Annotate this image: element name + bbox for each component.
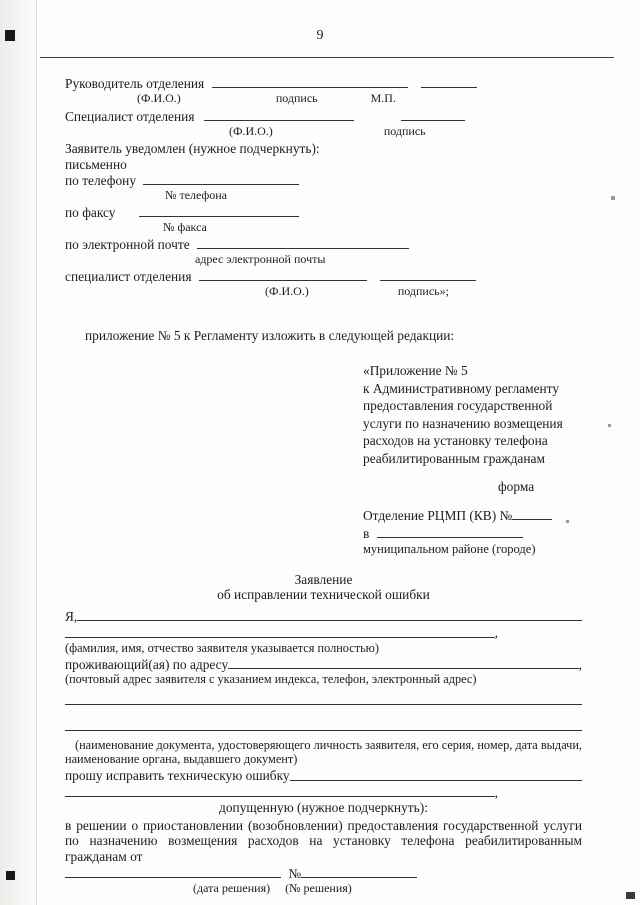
fix-error-label: прошу исправить техническую ошибку <box>65 768 290 783</box>
application-title: Заявление <box>294 571 353 587</box>
postal-address-caption: (почтовый адрес заявителя с указанием индекса, телефон, электронный адрес) <box>65 672 477 686</box>
annex-header-line: услуги по назначению возмещения <box>363 415 563 431</box>
head-label: Руководитель отделения <box>65 76 205 91</box>
decision-date-number-row <box>65 866 582 882</box>
phone-row <box>65 173 582 189</box>
blank-line <box>197 238 409 249</box>
blank-line <box>65 867 281 878</box>
blank-line <box>65 694 582 705</box>
specialist2-caption-row <box>65 285 582 298</box>
email-caption-row <box>65 253 582 266</box>
specialist2-row <box>65 269 582 285</box>
email-row <box>65 237 582 253</box>
signature-caption: подпись»; <box>397 284 449 298</box>
blank-line <box>139 206 299 217</box>
annex-header-line: расходов на установку телефона <box>363 433 548 448</box>
email-address-caption: адрес электронной почты <box>195 252 326 266</box>
fio-caption: (Ф.И.О.) <box>137 91 181 105</box>
annex-header-line: предоставления государственной <box>363 398 553 413</box>
signature-caption: подпись <box>275 91 318 105</box>
specialist-caption-row <box>65 125 582 138</box>
phone-caption-row <box>65 189 582 202</box>
applicant-name-row <box>65 609 582 625</box>
identity-document-caption: (наименование документа, удостоверяющего личность заявителя, его серия, номер, дата выдачи, наименование органа, выдавшего документ) <box>65 738 582 766</box>
notice-block <box>65 76 582 298</box>
address-row <box>65 657 582 673</box>
scan-speck <box>611 196 615 200</box>
scan-edge-shading <box>0 0 40 905</box>
head-signature-row <box>65 76 582 92</box>
document-blank-row <box>65 720 582 734</box>
blank-line <box>421 77 477 88</box>
blank-line <box>77 610 582 621</box>
annex-header-line: «Приложение № 5 <box>363 363 468 378</box>
blank-line <box>380 270 476 281</box>
fix-error-row-2 <box>65 785 582 801</box>
document-blank-row <box>65 694 582 708</box>
stamp-caption: М.П. <box>370 91 396 105</box>
spacer <box>498 625 582 641</box>
phone-number-caption: № телефона <box>165 188 228 202</box>
document-content <box>65 76 582 898</box>
scan-artifact <box>6 871 15 880</box>
department-line <box>363 507 582 525</box>
specialist-signature-row <box>65 109 582 125</box>
blank-line <box>65 720 582 731</box>
blank-line <box>65 627 495 638</box>
fax-number-caption: № факса <box>163 220 207 234</box>
fix-error-row <box>65 768 582 784</box>
page-number: 9 <box>316 28 324 43</box>
fax-label: по факсу <box>65 205 116 220</box>
in-prefix: в <box>363 525 370 541</box>
head-caption-row <box>65 92 582 105</box>
blank-line <box>301 867 417 878</box>
fax-row <box>65 205 582 221</box>
decision-caption-row <box>65 882 582 895</box>
fax-caption-row <box>65 221 582 234</box>
address-label: проживающий(ая) по адресу <box>65 656 229 672</box>
scan-artifact <box>626 892 635 899</box>
scan-speck <box>608 424 611 427</box>
decision-date-caption: (дата решения) <box>193 880 271 895</box>
fio-fullname-caption: (фамилия, имя, отчество заявителя указывается полностью) <box>65 640 379 655</box>
blank-line <box>212 77 408 88</box>
blank-line <box>228 658 578 669</box>
annex-header-line: к Административному регламенту <box>363 380 560 396</box>
annex-header-line: реабилитированным гражданам <box>363 450 545 466</box>
header-rule <box>40 57 614 58</box>
phone-label: по телефону <box>65 173 137 188</box>
department-label: Отделение РЦМП (КВ) № <box>363 507 513 523</box>
trailing-comma: , <box>578 656 582 672</box>
form-label: форма <box>498 479 535 494</box>
applicant-name-row-2 <box>65 625 582 641</box>
scan-fold-line <box>36 0 37 905</box>
underline-note: допущенную (нужное подчеркнуть): <box>219 800 428 815</box>
decision-paragraph: в решении о приостановлении (возобновлении) предоставления государственной услуги по назначению возмещения расходов на установку телефона реабилитированным гражданам от <box>65 817 582 864</box>
numero-sign: № <box>288 866 302 881</box>
municipal-district-caption: муниципальном районе (городе) <box>363 541 536 556</box>
trailing-comma: , <box>494 625 498 640</box>
department-block <box>363 507 582 556</box>
blank-line <box>143 174 299 185</box>
blank-line <box>290 770 582 781</box>
application-body <box>65 572 582 895</box>
written-line: письменно <box>65 157 127 172</box>
ya-prefix: Я, <box>65 608 78 624</box>
fio-caption: (Ф.И.О.) <box>229 124 273 138</box>
spacer <box>498 785 582 801</box>
blank-line <box>401 110 465 121</box>
specialist2-label: специалист отделения <box>65 269 192 284</box>
fio-caption: (Ф.И.О.) <box>265 284 309 298</box>
blank-line <box>65 786 495 797</box>
decision-number-caption: (№ решения) <box>285 880 352 895</box>
signature-caption: подпись <box>383 124 426 138</box>
email-label: по электронной почте <box>65 237 190 252</box>
amendment-intro: приложение № 5 к Регламенту изложить в следующей редакции: <box>85 328 455 343</box>
department-line <box>363 525 582 543</box>
application-subtitle: об исправлении технической ошибки <box>217 587 430 602</box>
blank-line <box>377 527 523 538</box>
trailing-comma: , <box>494 784 498 800</box>
specialist-label: Специалист отделения <box>65 109 195 124</box>
blank-line <box>204 110 354 121</box>
notified-line: Заявитель уведомлен (нужное подчеркнуть): <box>65 141 320 156</box>
blank-line <box>512 509 552 520</box>
blank-line <box>199 270 367 281</box>
annex-header <box>363 362 582 556</box>
